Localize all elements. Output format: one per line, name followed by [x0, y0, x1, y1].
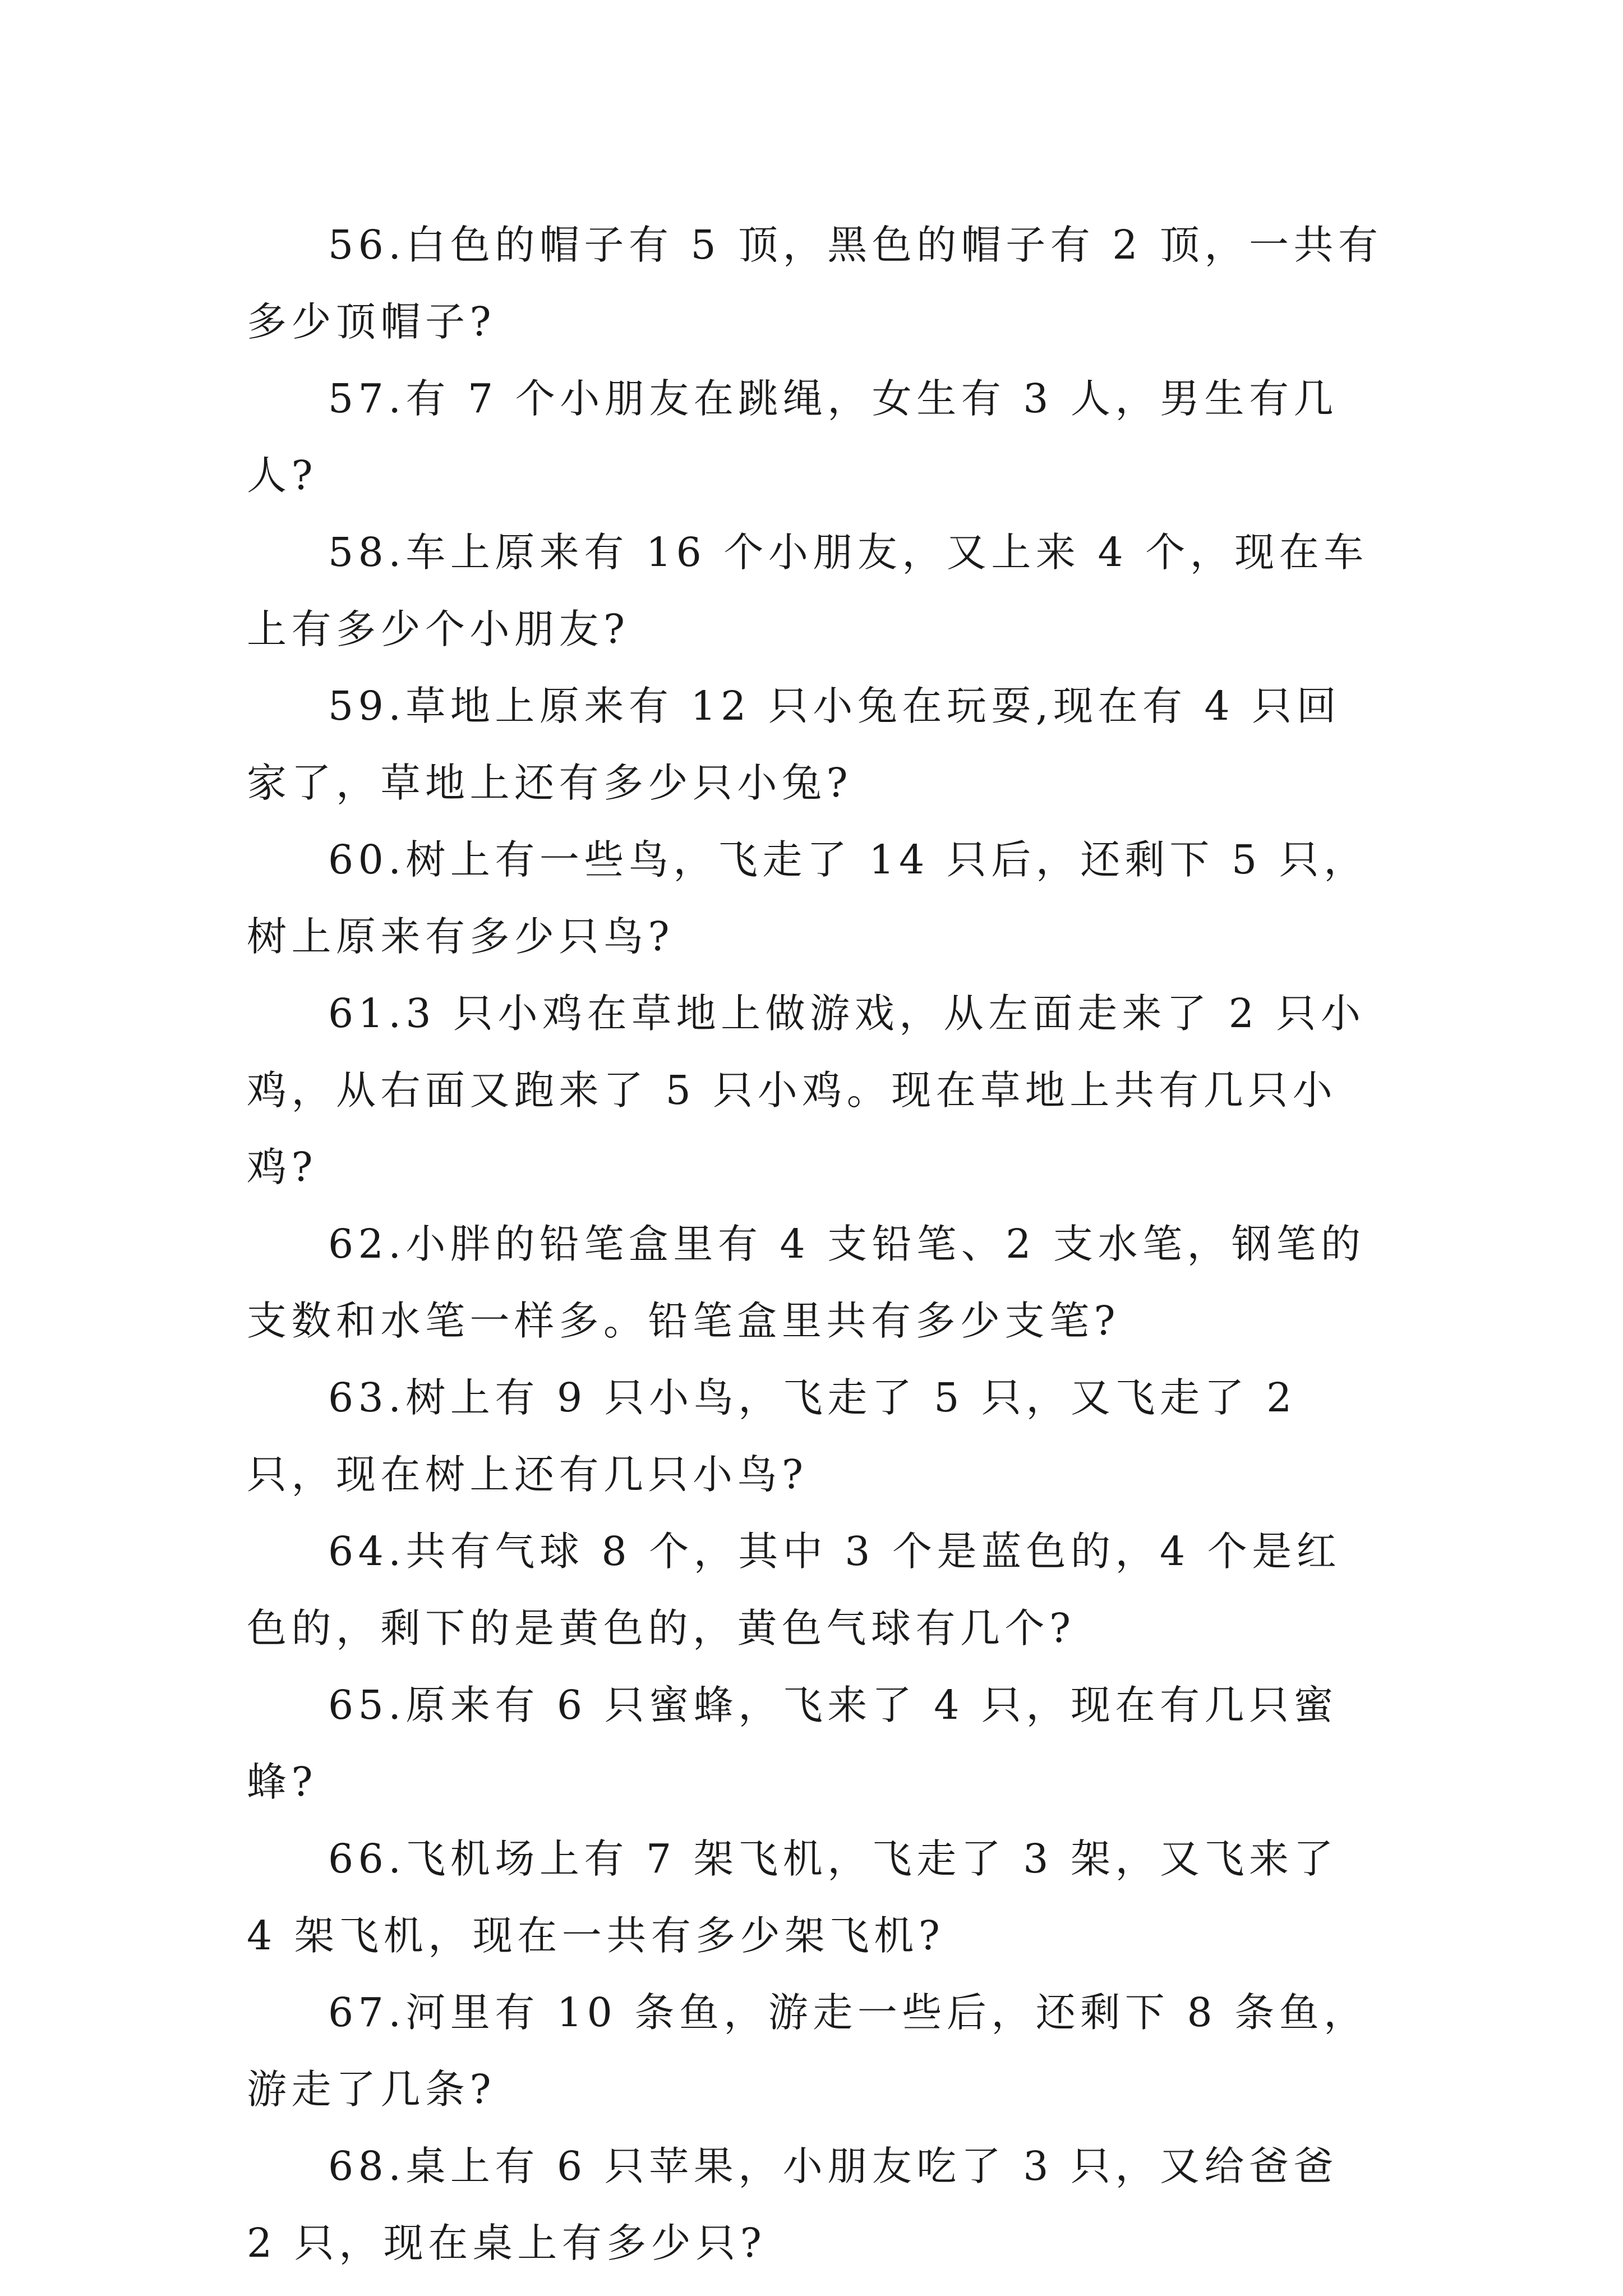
problem-59: 59.草地上原来有 12 只小兔在玩耍,现在有 4 只回家了，草地上还有多少只小兔? [247, 683, 1341, 806]
problem-66: 66.飞机场上有 7 架飞机，飞走了 3 架，又飞来了 4 架飞机，现在一共有多少架飞机? [247, 1835, 1339, 1959]
problem-62: 62.小胖的铅笔盒里有 4 支铅笔、2 支水笔，钢笔的支数和水笔一样多。铅笔盒里共有多少支笔? [247, 1221, 1366, 1344]
problem-57: 57.有 7 个小朋友在跳绳，女生有 3 人，男生有几人? [247, 375, 1339, 499]
problem-64: 64.共有气球 8 个，其中 3 个是蓝色的，4 个是红色的，剩下的是黄色的，黄色气球有几个? [247, 1528, 1341, 1651]
problem-65: 65.原来有 6 只蜜蜂，飞来了 4 只，现在有几只蜜蜂? [247, 1682, 1339, 1805]
problem-68: 68.桌上有 6 只苹果，小朋友吃了 3 只，又给爸爸 2 只，现在桌上有多少只? [247, 2143, 1339, 2266]
problem-67: 67.河里有 10 条鱼，游走一些后，还剩下 8 条鱼，游走了几条? [247, 1989, 1368, 2113]
problem-63: 63.树上有 9 只小鸟，飞走了 5 只，又飞走了 2 只，现在树上还有几只小鸟? [247, 1374, 1297, 1498]
problem-60: 60.树上有一些鸟，飞走了 14 只后，还剩下 5 只，树上原来有多少只鸟? [247, 836, 1368, 960]
problem-61: 61.3 只小鸡在草地上做游戏，从左面走来了 2 只小鸡，从右面又跑来了 5 只小鸡。现在草地上共有几只小鸡? [247, 990, 1366, 1190]
problem-58: 58.车上原来有 16 个小朋友，又上来 4 个，现在车上有多少个小朋友? [247, 529, 1368, 652]
problem-list [247, 206, 1385, 2281]
problem-56: 56.白色的帽子有 5 顶，黑色的帽子有 2 顶，一共有多少顶帽子? [247, 222, 1383, 345]
